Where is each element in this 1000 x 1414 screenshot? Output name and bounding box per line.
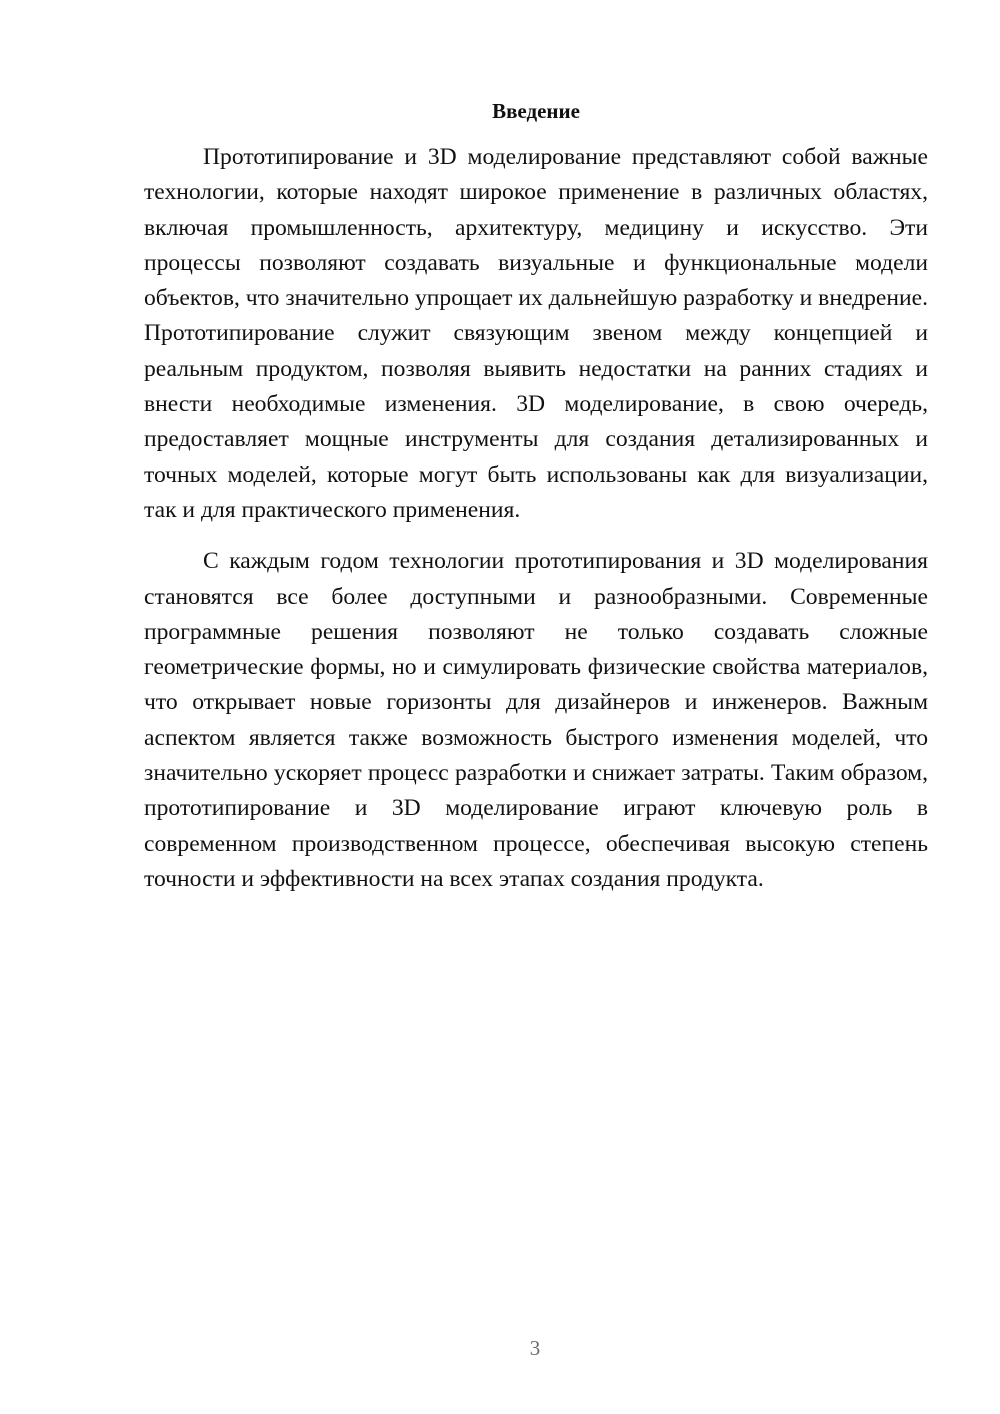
page-title: Введение — [492, 99, 580, 123]
page-content — [144, 96, 928, 897]
paragraph-2: С каждым годом технологии прототипирования и 3D моделирования становятся все более доступными и разнообразными. Современные программные решения позволяют не только создавать сложные геометрические формы, но и симулировать физические свойства материалов, что открывает новые горизонты для дизайнеров и инженеров. Важным аспектом является также возможность быстрого изменения моделей, что значительно ускоряет процесс разработки и снижает затраты. Таким образом, прототипирование и 3D моделирование играют ключевую роль в современном производственном процессе, обеспечивая высокую степень точности и эффективности на всех этапах создания продукта. — [144, 548, 928, 892]
page-number: 3 — [529, 1336, 541, 1360]
paragraph-1: Прототипирование и 3D моделирование представляют собой важные технологии, которые находят широкое применение в различных областях, включая промышленность, архитектуру, медицину и искусство. Эти процессы позволяют создавать визуальные и функциональные модели объектов, что значительно упрощает их дальнейшую разработку и внедрение. Прототипирование служит связующим звеном между концепцией и реальным продуктом, позволяя выявить недостатки на ранних стадиях и внести необходимые изменения. 3D моделирование, в свою очередь, предоставляет мощные инструменты для создания детализированных и точных моделей, которые могут быть использованы как для визуализации, так и для практического применения. — [144, 144, 928, 523]
